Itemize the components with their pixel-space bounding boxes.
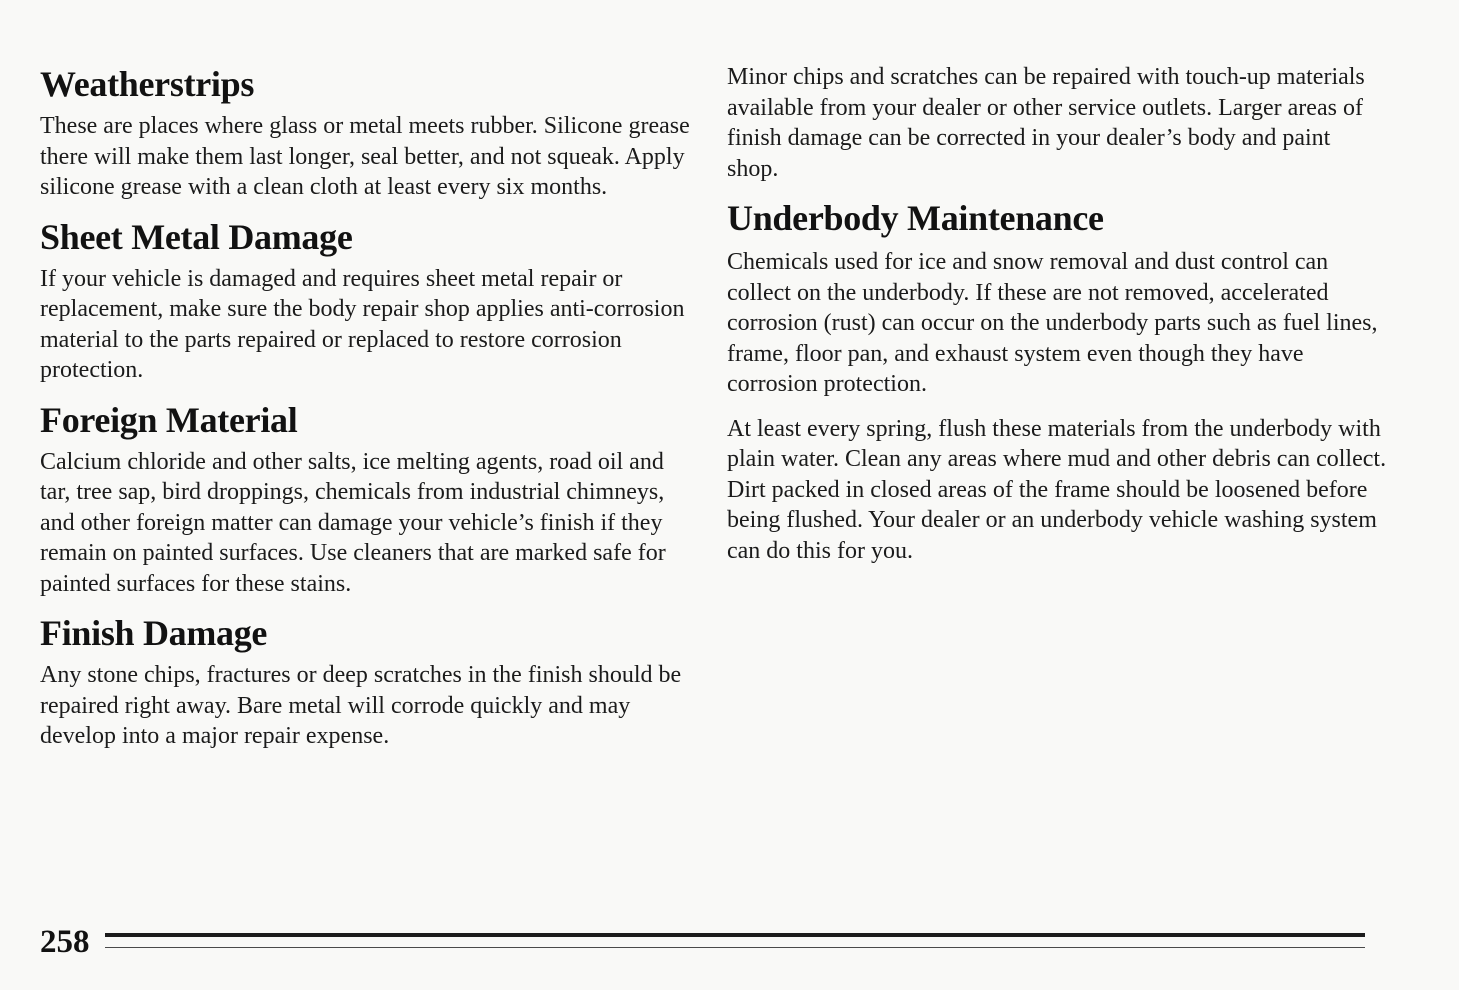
footer-rule-thick: [105, 933, 1365, 937]
paragraph-finish-damage: Any stone chips, fractures or deep scratches in the finish should be repaired right away. Bare metal will corrode quickly and may develop into a major repair expense.: [40, 662, 682, 749]
paragraph-weatherstrips: These are places where glass or metal meets rubber. Silicone grease there will make them last longer, seal better, and not squeak. Apply silicone grease with a clean cloth at least every six months.: [40, 113, 690, 200]
heading-sheet-metal-damage: Sheet Metal Damage: [40, 216, 353, 257]
paragraph-underbody-chemicals: Chemicals used for ice and snow removal and dust control can collect on the underbody. If these are not removed, accelerated corrosion (rust) can occur on the underbody parts such as fuel lines, frame, floor pan, and exhaust system even though they have corrosion protection.: [727, 249, 1378, 397]
heading-underbody-maintenance: Underbody Maintenance: [727, 198, 1104, 238]
right-column: [727, 62, 1387, 566]
heading-foreign-material: Foreign Material: [40, 399, 298, 440]
paragraph-underbody-flush: At least every spring, flush these materials from the underbody with plain water. Clean any areas where mud and other debris can collect. Dirt packed in closed areas of the frame should be loosened before being flushed. Your dealer or an underbody vehicle washing system can do this for you.: [727, 415, 1387, 564]
footer-rule-thin: [105, 947, 1365, 948]
paragraph-sheet-metal-damage: If your vehicle is damaged and requires sheet metal repair or replacement, make sure the body repair shop applies anti-corrosion material to the parts repaired or replaced to restore corrosion protection.: [40, 265, 685, 383]
page-footer: [40, 920, 1365, 964]
paragraph-foreign-material: Calcium chloride and other salts, ice melting agents, road oil and tar, tree sap, bird droppings, chemicals from industrial chimneys, and other foreign matter can damage your vehicle’s finish if they remain on painted surfaces. Use cleaners that are marked safe for painted surfaces for these stains.: [40, 448, 666, 597]
page-number: 258: [40, 924, 90, 960]
left-column: [40, 62, 690, 752]
heading-finish-damage: Finish Damage: [40, 613, 268, 653]
paragraph-touch-up: Minor chips and scratches can be repaired with touch-up materials available from your dealer or other service outlets. Larger areas of finish damage can be corrected in your dealer’s body and paint shop.: [727, 64, 1365, 182]
heading-weatherstrips: Weatherstrips: [40, 64, 255, 104]
